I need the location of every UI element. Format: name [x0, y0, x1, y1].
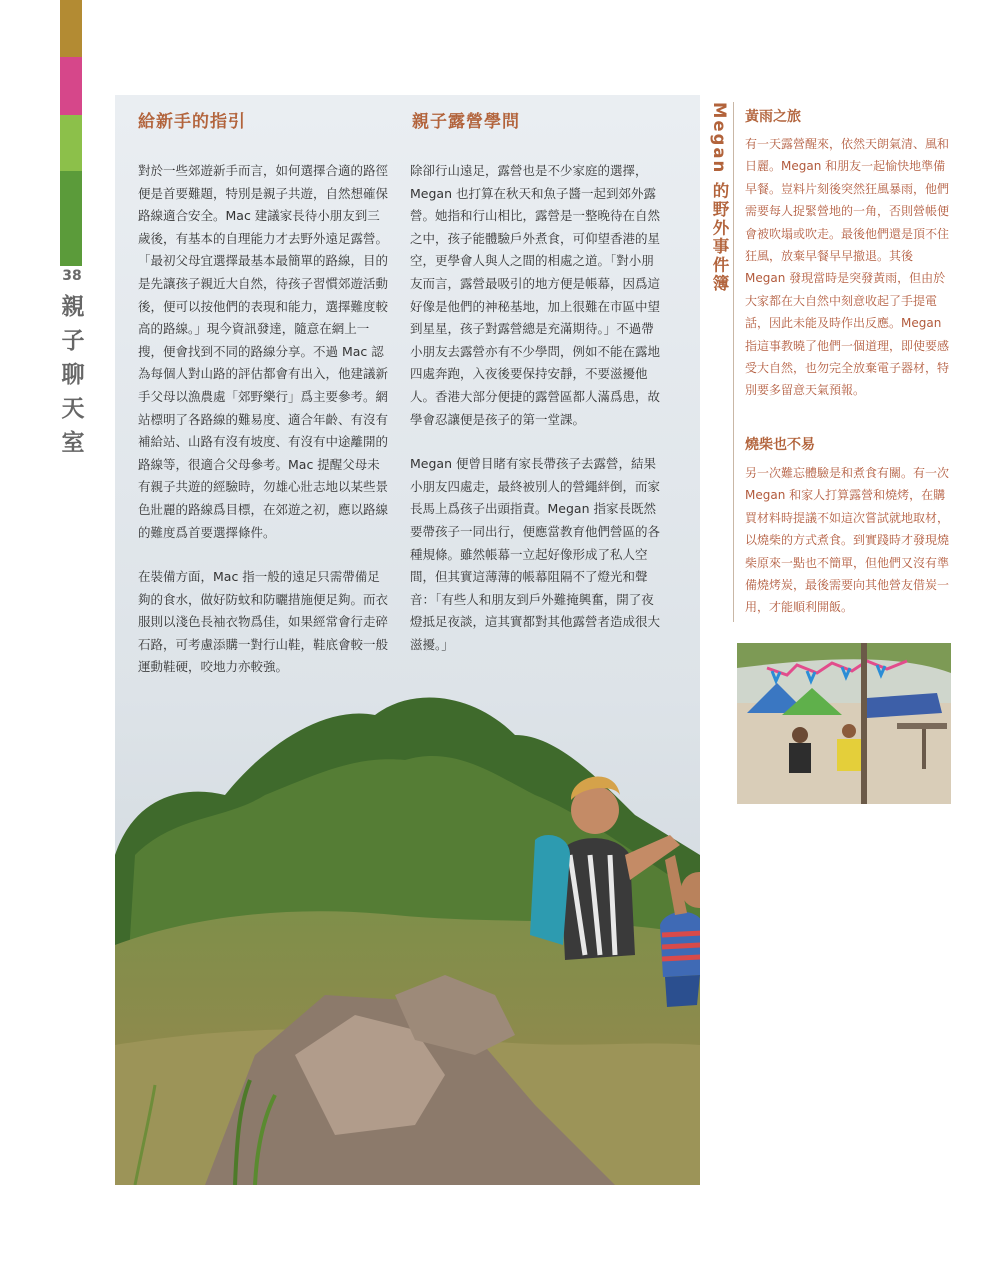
column1-paragraph: 在裝備方面，Mac 指一般的遠足只需帶備足夠的食水，做好防蚊和防曬措施便足夠。而衣服則以淺色長袖衣物爲佳，如果經常會行走碎石路，可考慮添購一對行山鞋，鞋底會較一般運動鞋硬，咬地力亦較強。	[138, 569, 389, 675]
sidebar-heading: 黃雨之旅	[745, 109, 801, 125]
section-title-char: 子	[61, 327, 85, 354]
column2-paragraph: Megan 便曾目睹有家長帶孩子去露營，結果小朋友四處走，最終被別人的營繩絆倒，而家長馬上爲孩子出頭指責。Megan 指家長既然要帶孩子一同出行，便應當教育他們營區的各種規條。雖然帳幕一立起好像形成了私人空間，但其實這薄薄的帳幕阻隔不了燈光和聲音：「有些人和朋友到戶外難掩興奮，開了夜燈抵足夜談，這其實都對其他露營者造成很大滋擾。」	[410, 456, 661, 652]
section-title-char: 天	[61, 395, 85, 422]
color-bar-lightgreen	[60, 115, 82, 171]
sidebar-paragraph: 另一次難忘體驗是和煮食有關。有一次 Megan 和家人打算露營和燒烤，在購買材料時提議不如這次嘗試就地取材，以燒柴的方式煮食。到實踐時才發現燒柴原來一點也不簡單，但他們又沒有準備燒烤炭，最後需要向其他營友借炭一用，才能順利開飯。	[745, 466, 950, 615]
column2-body	[410, 160, 665, 678]
color-bar-pink	[60, 57, 82, 115]
sidebar-text	[745, 133, 955, 402]
sidebar-paragraph: 有一天露營醒來，依然天朗氣清、風和日麗。Megan 和朋友一起愉快地準備早餐。豈料片刻後突然狂風暴雨，他們需要每人捉緊營地的一角，否則營帳便會被吹塌或吹走。最後他們還是頂不住狂風，放棄早餐早早撤退。其後 Megan 發現當時是突發黃雨，但由於大家都在大自然中刻意收起了手提電話，因此未能及時作出反應。Megan 指這事教曉了他們一個道理，即使要感受大自然，也勿完全放棄電子器材，特別要多留意天氣預報。	[745, 137, 950, 398]
sidebar-heading: 燒柴也不易	[745, 437, 815, 453]
column2-heading: 親子露營學問	[412, 112, 520, 132]
campsite-photo	[737, 643, 951, 804]
sidebar-title: Megan 的野外事件簿	[710, 102, 729, 294]
column2-paragraph: 除卻行山遠足，露營也是不少家庭的選擇，Megan 也打算在秋天和魚子醬一起到郊外露營。她指和行山相比，露營是一整晚待在自然之中，孩子能體驗戶外煮食，可仰望香港的星空，更學會人與人之間的相處之道。「對小朋友而言，露營最吸引的地方便是帳幕，因爲這好像是他們的神秘基地，加上很難在市區中望到星星，孩子對露營總是充滿期待。」不過帶小朋友去露營亦有不少學問，例如不能在露地四處奔跑，入夜後要保持安靜，不要滋擾他人。香港大部分便捷的露營區都人滿爲患，故學會忍讓便是孩子的第一堂課。	[410, 163, 661, 427]
section-title-char: 親	[61, 293, 85, 320]
section-title	[60, 290, 86, 460]
color-bar-gold	[60, 0, 82, 57]
column1-heading: 給新手的指引	[138, 112, 246, 132]
sidebar-divider	[733, 102, 734, 622]
column1-paragraph: 對於一些郊遊新手而言，如何選擇合適的路徑便是首要難題，特別是親子共遊，自然想確保路線適合安全。Mac 建議家長待小朋友到三歲後，有基本的自理能力才去野外遠足露營。「最初父母宜選擇最基本最簡單的路線，目的是先讓孩子親近大自然，待孩子習慣郊遊活動後，便可以按他們的表現和能力，選擇難度較高的路線。」現今資訊發達，隨意在網上一搜，便會找到不同的路線分享。不過 Mac 認為每個人對山路的評估都會有出入，他建議新手父母以漁農處「郊野樂行」爲主要參考。網站標明了各路線的難易度、適合年齡、有沒有補給站、山路有沒有坡度、有沒有中途離開的路線等，很適合父母參考。Mac 提醒父母未有親子共遊的經驗時，勿雄心壯志地以某些景色壯麗的路線爲目標，在郊遊之初，應以路線的難度爲首要選擇條件。	[138, 163, 389, 540]
column1-body	[138, 160, 390, 701]
page-number: 38	[58, 266, 86, 286]
section-title-char: 聊	[61, 361, 85, 388]
color-bar-green	[60, 171, 82, 266]
sidebar-text	[745, 462, 955, 619]
section-title-char: 室	[61, 429, 85, 456]
